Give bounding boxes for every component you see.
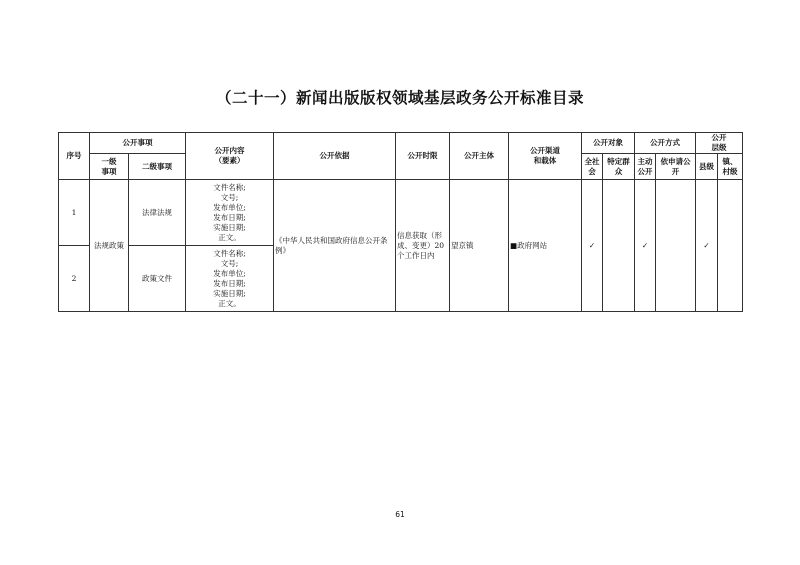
basis-cell: 《中华人民共和国政府信息公开条例》 — [274, 180, 396, 312]
method-active-check: ✓ — [635, 180, 656, 312]
header-method: 公开方式 — [635, 133, 696, 154]
level2-item: 法律法规 — [129, 180, 186, 246]
channel-cell: ■政府网站 — [509, 180, 582, 312]
element-line: 发布日期; — [213, 278, 246, 288]
row-seq: 2 — [59, 246, 90, 312]
element-line: 文号; — [220, 258, 239, 268]
header-content: 公开内容 （要素） — [186, 133, 274, 180]
target-specific-cell — [603, 180, 635, 312]
timelimit-cell: 信息获取（形成、变更）20个工作日内 — [396, 180, 450, 312]
content-elements — [186, 246, 274, 312]
level-town-cell — [718, 180, 743, 312]
target-all-check: ✓ — [582, 180, 603, 312]
header-timelimit: 公开时限 — [396, 133, 450, 180]
header-method-apply: 依申请公 开 — [656, 154, 696, 180]
element-line: 发布日期; — [213, 212, 246, 222]
standard-catalog-table — [58, 132, 743, 312]
level-county-check: ✓ — [696, 180, 718, 312]
element-line: 文号; — [220, 192, 239, 202]
page-title: （二十一）新闻出版版权领域基层政务公开标准目录 — [215, 89, 584, 107]
header-method-active: 主动 公开 — [635, 154, 656, 180]
header-subject: 公开主体 — [450, 133, 509, 180]
element-line: 正文。 — [218, 232, 241, 242]
header-target: 公开对象 — [582, 133, 635, 154]
content-elements — [186, 180, 274, 246]
method-apply-cell — [656, 180, 696, 312]
element-line: 发布单位; — [213, 268, 246, 278]
element-line: 正文。 — [218, 298, 241, 308]
element-line: 文件名称; — [213, 182, 246, 192]
header-channel: 公开渠道 和载体 — [509, 133, 582, 180]
header-level1: 一级 事项 — [90, 154, 129, 180]
element-line: 实施日期; — [213, 222, 246, 232]
header-target-all: 全社 会 — [582, 154, 603, 180]
header-seq: 序号 — [59, 133, 90, 180]
subject-cell: 望京镇 — [450, 180, 509, 312]
element-line: 发布单位; — [213, 202, 246, 212]
element-line: 文件名称; — [213, 248, 246, 258]
page-number: 61 — [395, 510, 405, 519]
header-basis: 公开依据 — [274, 133, 396, 180]
header-target-specific: 特定群 众 — [603, 154, 635, 180]
header-items: 公开事项 — [90, 133, 186, 154]
header-level2: 二级事项 — [129, 154, 186, 180]
level2-item: 政策文件 — [129, 246, 186, 312]
row-seq: 1 — [59, 180, 90, 246]
header-level-county: 县级 — [696, 154, 718, 180]
table-row — [59, 180, 743, 246]
header-level: 公开 层级 — [696, 133, 743, 154]
level1-item: 法规政策 — [90, 180, 129, 312]
element-line: 实施日期; — [213, 288, 246, 298]
header-level-town: 镇、 村级 — [718, 154, 743, 180]
